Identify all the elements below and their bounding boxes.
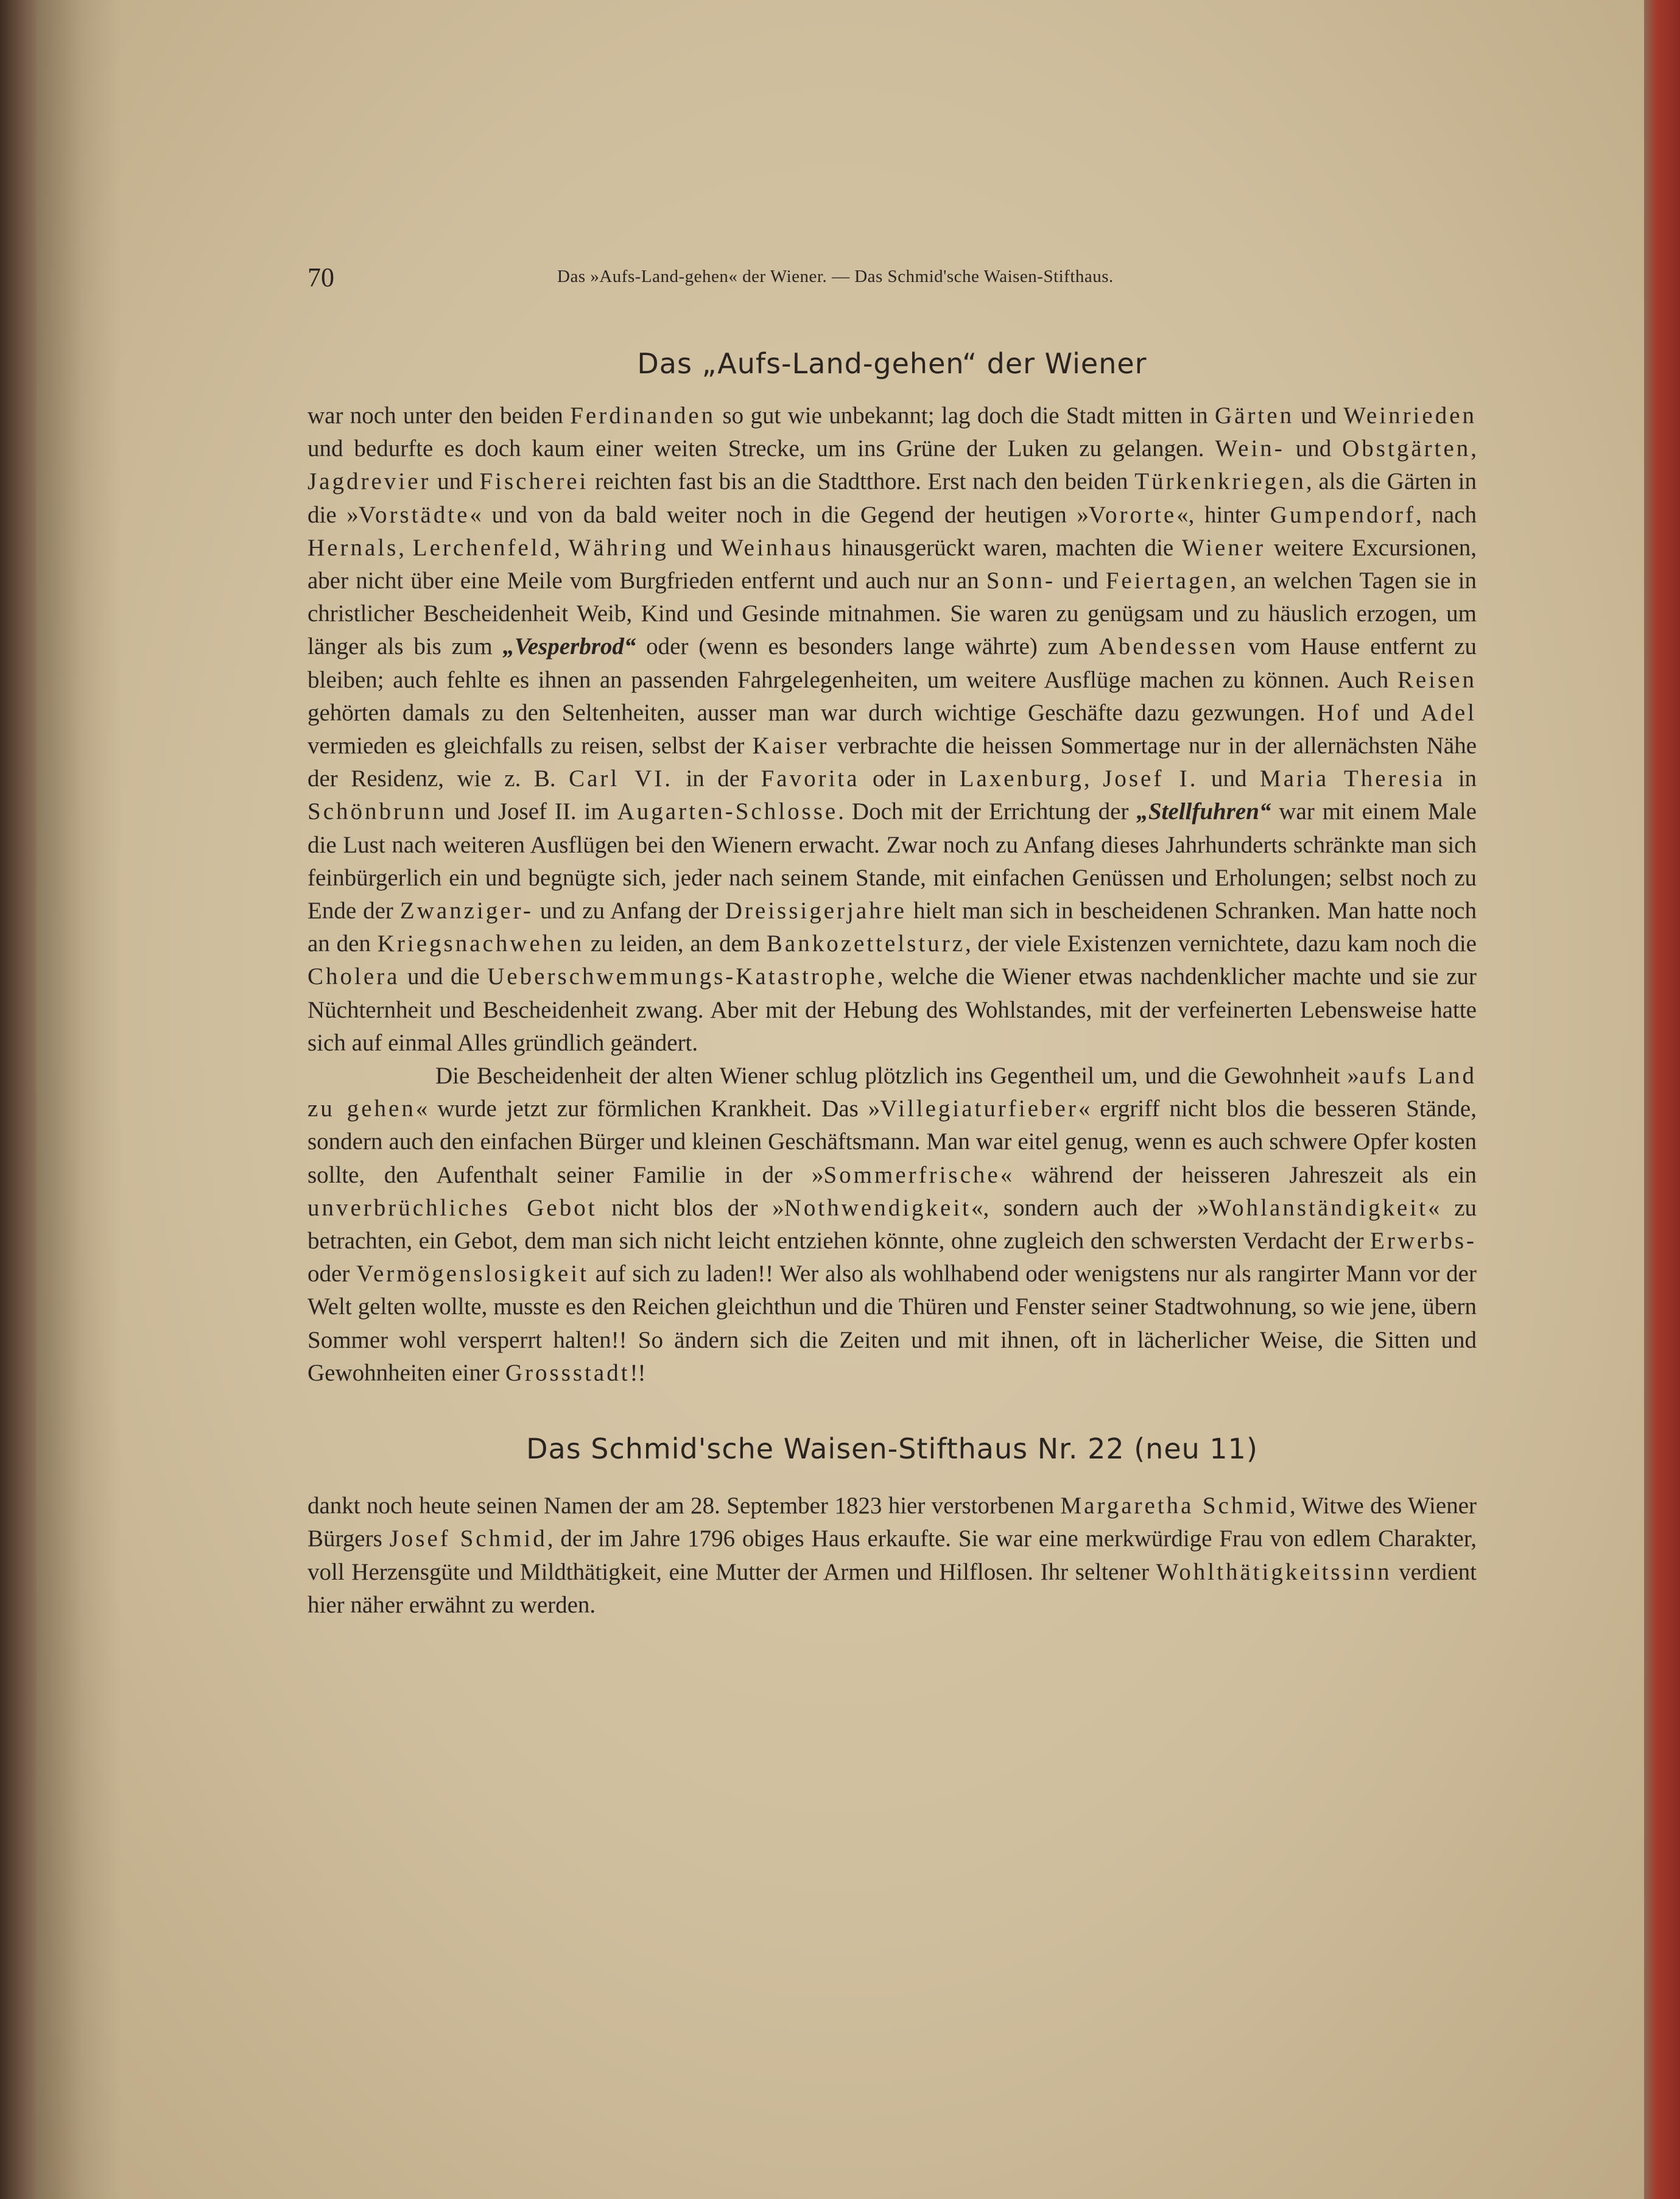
- section-heading-aufs-land: Das „Aufs-Land-gehen“ der Wiener: [637, 347, 1147, 380]
- paragraph-aufs-land-2: Die Bescheidenheit der alten Wiener schlug plötzlich ins Gegentheil um, und die Gewohnheit »aufs Land zu gehen« wurde jetzt zur förmlichen Krankheit. Das »Villegiaturfieber« ergriff nicht blos die besseren Stände, sondern auch den einfachen Bürger und kleinen Geschäftsmann. Man war eitel genug, wenn es auch schwere Opfer kosten sollte, den Aufenthalt seiner Familie in der »Sommerfrische« während der heisseren Jahreszeit als ein unverbrüchliches Gebot nicht blos der »Nothwendigkeit«, sondern auch der »Wohlanständigkeit« zu betrachten, ein Gebot, dem man sich nicht leicht entziehen könnte, ohne zugleich den schwersten Verdacht der Erwerbs- oder Vermögenslosigkeit auf sich zu laden!! Wer also als wohlhabend oder wenigstens nur als rangirter Mann vor der Welt gelten wollte, musste es den Reichen gleichthun und die Thüren und Fenster seiner Stadtwohnung, so wie jene, übern Sommer wohl versperrt halten!! So ändern sich die Zeiten und mit ihnen, oft in lächerlicher Weise, die Sitten und Gewohnheiten einer Grossstadt!!: [308, 1063, 1477, 1386]
- running-head: [308, 262, 1477, 304]
- page-number: 70: [308, 262, 334, 292]
- paragraph-aufs-land-1: war noch unter den beiden Ferdinanden so gut wie unbekannt; lag doch die Stadt mitten in Gärten und Weinrieden und bedurfte es doch kaum einer weiten Strecke, um ins Grüne der Luken zu gelangen. Wein- und Obstgärten, Jagdrevier und Fischerei reichten fast bis an die Stadtthore. Erst nach den beiden Türkenkriegen, als die Gärten in die »Vorstädte« und von da bald weiter noch in die Gegend der heutigen »Vororte«, hinter Gumpendorf, nach Hernals, Lerchenfeld, Währing und Weinhaus hinausgerückt waren, machten die Wiener weitere Excursionen, aber nicht über eine Meile vom Burgfrieden entfernt und auch nur an Sonn- und Feiertagen, an welchen Tagen sie in christlicher Bescheidenheit Weib, Kind und Gesinde mitnahmen. Sie waren zu genügsam und zu häuslich erzogen, um länger als bis zum „Vesperbrod“ oder (wenn es besonders lange währte) zum Abendessen vom Hause entfernt zu bleiben; auch fehlte es ihnen an passenden Fahrgelegenheiten, um weitere Ausflüge machen zu können. Auch Reisen gehörten damals zu den Seltenheiten, ausser man war durch wichtige Geschäfte dazu gezwungen. Hof und Adel vermieden es gleichfalls zu reisen, selbst der Kaiser verbrachte die heissen Sommertage nur in der allernächsten Nähe der Residenz, wie z. B. Carl VI. in der Favorita oder in Laxenburg, Josef I. und Maria Theresia in Schönbrunn und Josef II. im Augarten-Schlosse. Doch mit der Errichtung der „Stellfuhren“ war mit einem Male die Lust nach weiteren Ausflügen bei den Wienern erwacht. Zwar noch zu Anfang dieses Jahrhunderts schränkte man sich feinbürgerlich ein und begnügte sich, jeder nach seinem Stande, mit einfachen Genüssen und Erholungen; selbst noch zu Ende der Zwanziger- und zu Anfang der Dreissigerjahre hielt man sich in bescheidenen Schranken. Man hatte noch an den Kriegsnachwehen zu leiden, an dem Bankozettelsturz, der viele Existenzen vernichtete, dazu kam noch die Cholera und die Ueberschwemmungs-Katastrophe, welche die Wiener etwas nachdenklicher machte und sie zur Nüchternheit und Bescheidenheit zwang. Aber mit der Hebung des Wohlstandes, mit der verfeinerten Lebensweise hatte sich auf einmal Alles gründlich geändert.: [308, 403, 1477, 1056]
- cover-edge: [1644, 0, 1680, 2199]
- book-binding: [0, 0, 37, 2199]
- text-block: [308, 262, 1477, 1622]
- running-title: Das »Aufs-Land-gehen« der Wiener. — Das Schmid'sche Waisen-Stifthaus.: [557, 267, 1114, 286]
- paragraph-waisen-stifthaus-1: dankt noch heute seinen Namen der am 28. September 1823 hier verstorbenen Margaretha Schmid, Witwe des Wiener Bürgers Josef Schmid, der im Jahre 1796 obiges Haus erkaufte. Sie war eine merkwürdige Frau von edlem Charakter, voll Herzensgüte und Mildthätigkeit, eine Mutter der Armen und Hilflosen. Ihr seltener Wohlthätigkeitssinn verdient hier näher erwähnt zu werden.: [308, 1493, 1477, 1618]
- section-heading-waisen-stifthaus: Das Schmid'sche Waisen-Stifthaus Nr. 22 (neu 11): [526, 1432, 1258, 1466]
- gutter-shadow: [37, 0, 122, 2199]
